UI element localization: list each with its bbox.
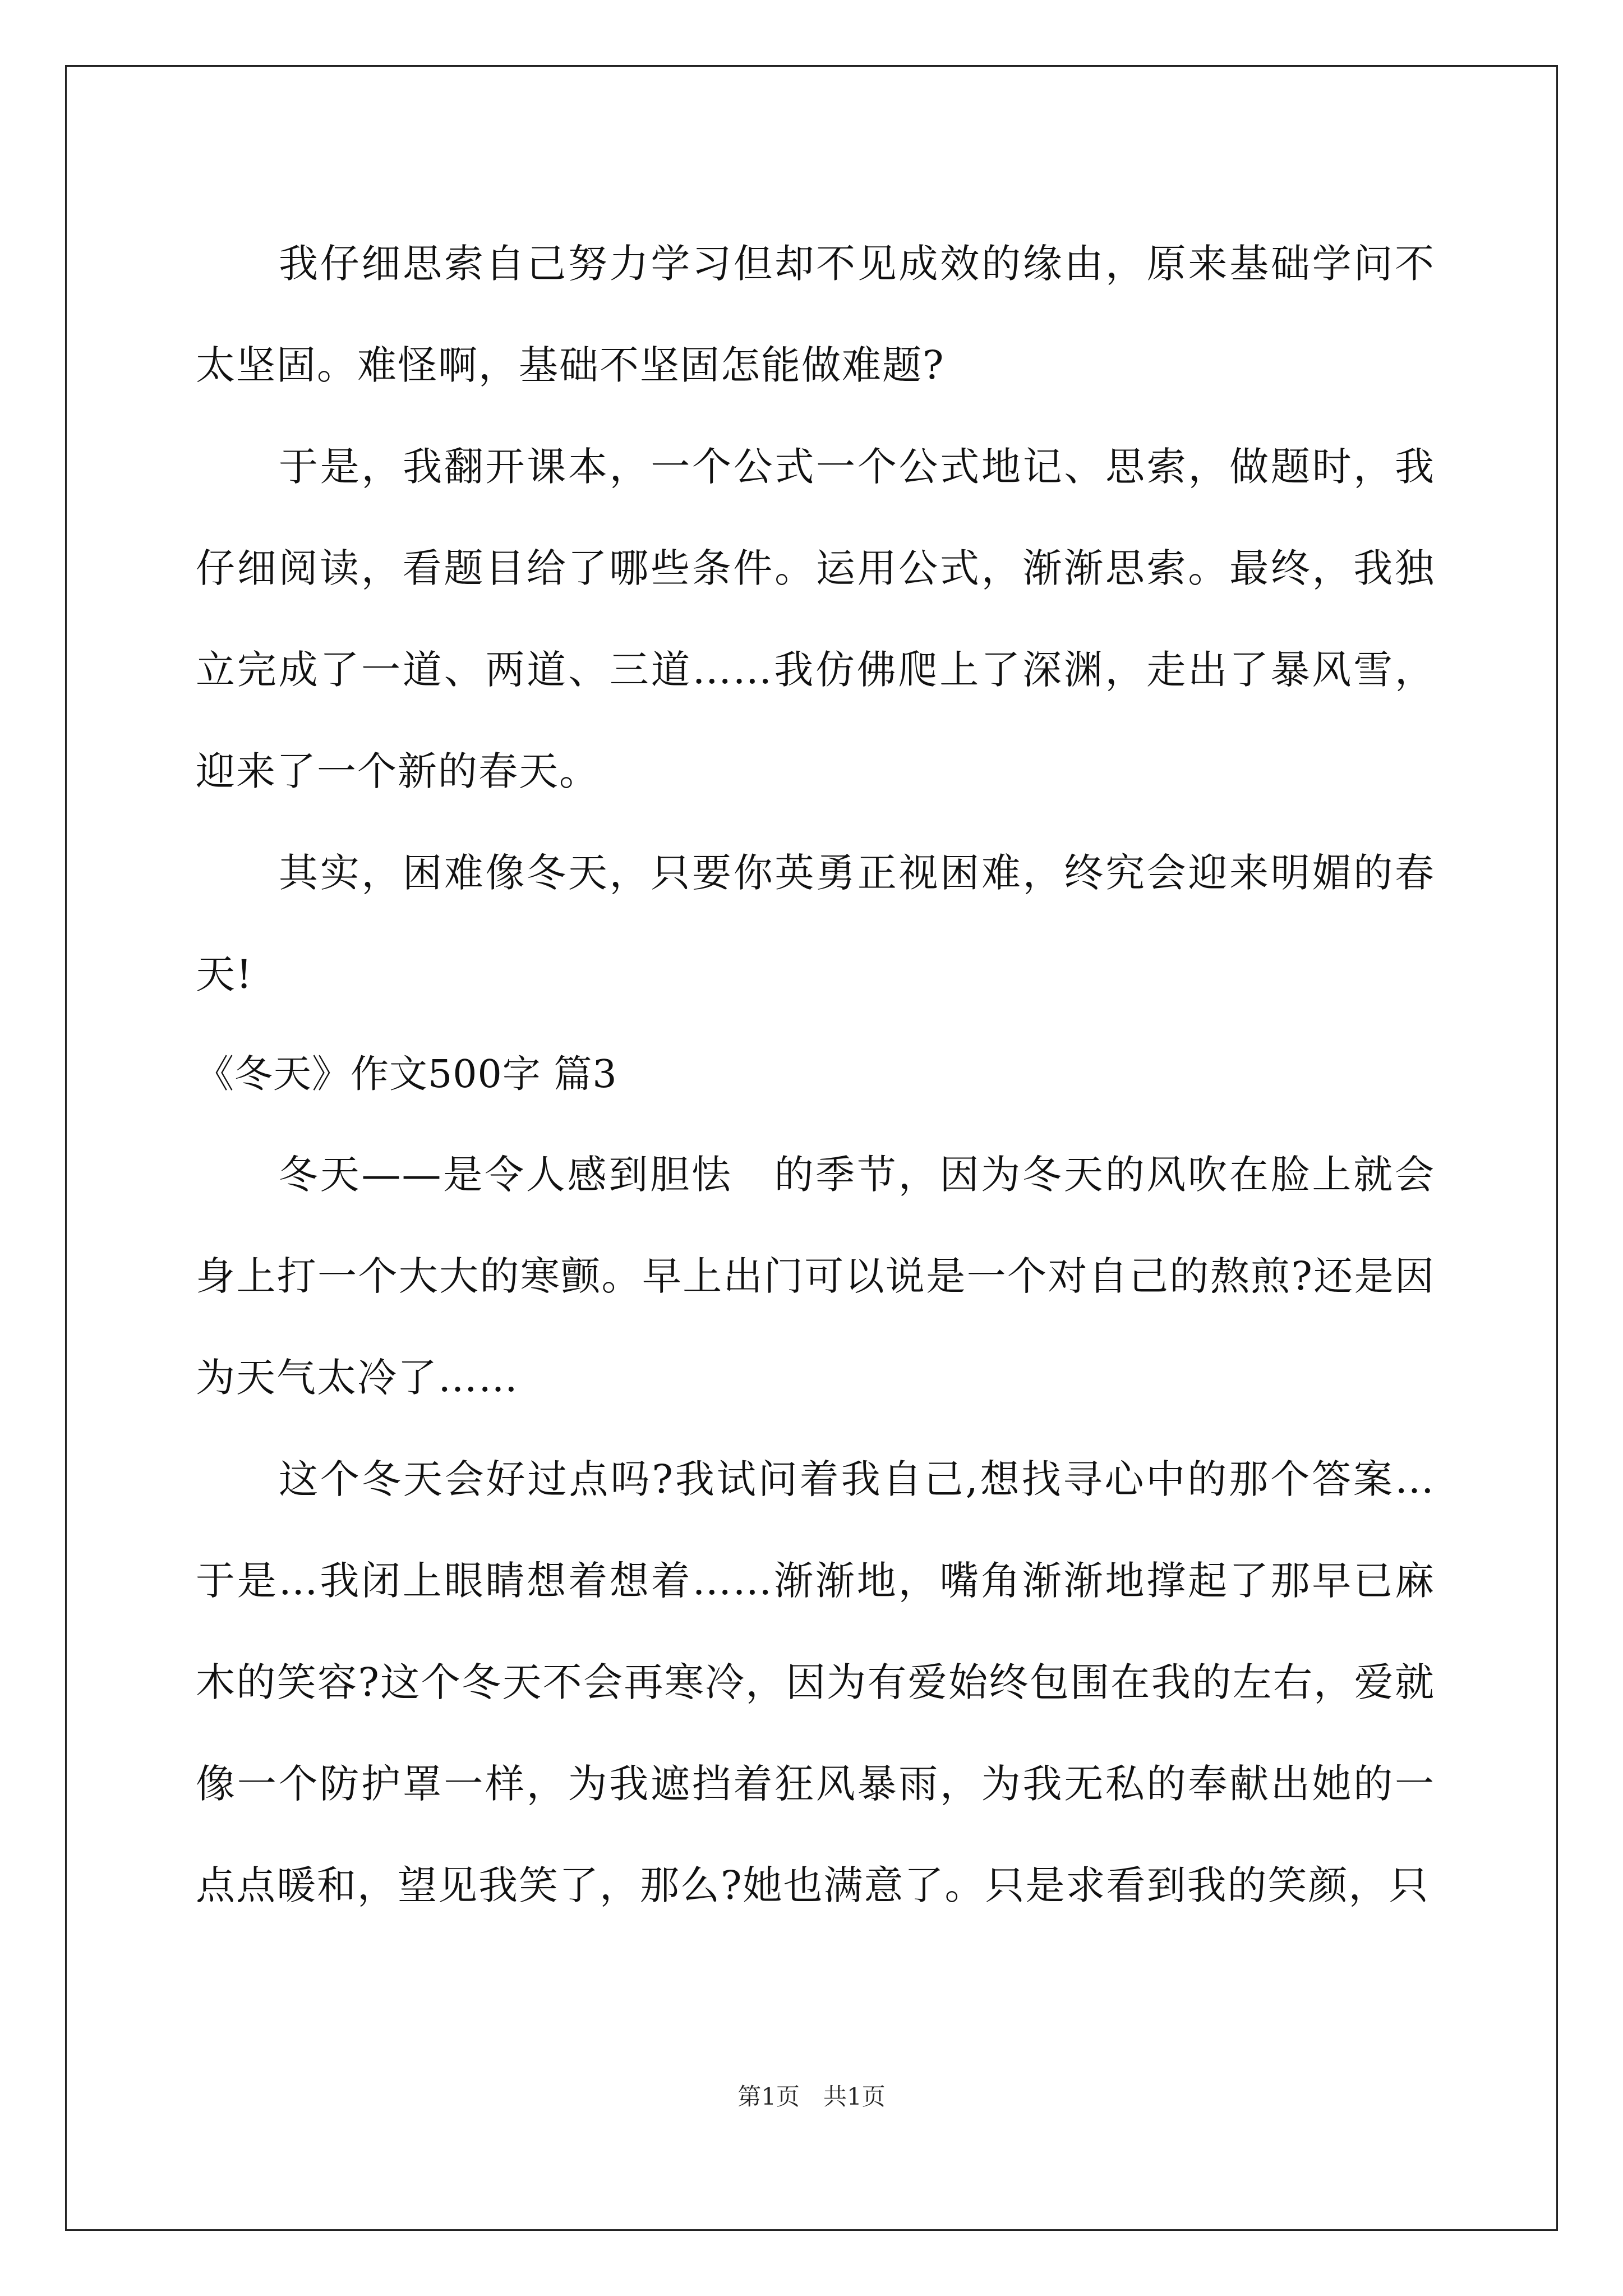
document-body xyxy=(196,213,1435,1936)
paragraph: 我仔细思索自己努力学习但却不见成效的缘由，原来基础学问不太坚固。难怪啊，基础不坚固怎能做难题? xyxy=(196,241,1435,388)
paragraph: 其实，困难像冬天，只要你英勇正视困难，终究会迎来明媚的春天! xyxy=(196,850,1435,997)
page-footer: 第1页 共1页 xyxy=(737,2083,886,2110)
section-heading: 《冬天》作文500字 篇3 xyxy=(196,1052,617,1097)
paragraph: 于是，我翻开课本，一个公式一个公式地记、思索，做题时，我仔细阅读，看题目给了哪些条件。运用公式，渐渐思索。最终，我独立完成了一道、两道、三道……我仿佛爬上了深渊，走出了暴风雪，迎来了一个新的春天。 xyxy=(196,444,1435,794)
paragraph: 这个冬天会好过点吗?我试问着我自己,想找寻心中的那个答案…于是…我闭上眼睛想着想着……渐渐地，嘴角渐渐地撑起了那早已麻木的笑容?这个冬天不会再寒冷，因为有爱始终包围在我的左右，爱就像一个防护罩一样，为我遮挡着狂风暴雨，为我无私的奉献出她的一点点暖和，望见我笑了，那么?她也满意了。只是求看到我的笑颜，只 xyxy=(196,1456,1435,1908)
paragraph: 冬天——是令人感到胆怯 的季节，因为冬天的风吹在脸上就会身上打一个大大的寒颤。早上出门可以说是一个对自己的熬煎?还是因为天气太冷了…… xyxy=(196,1152,1435,1401)
